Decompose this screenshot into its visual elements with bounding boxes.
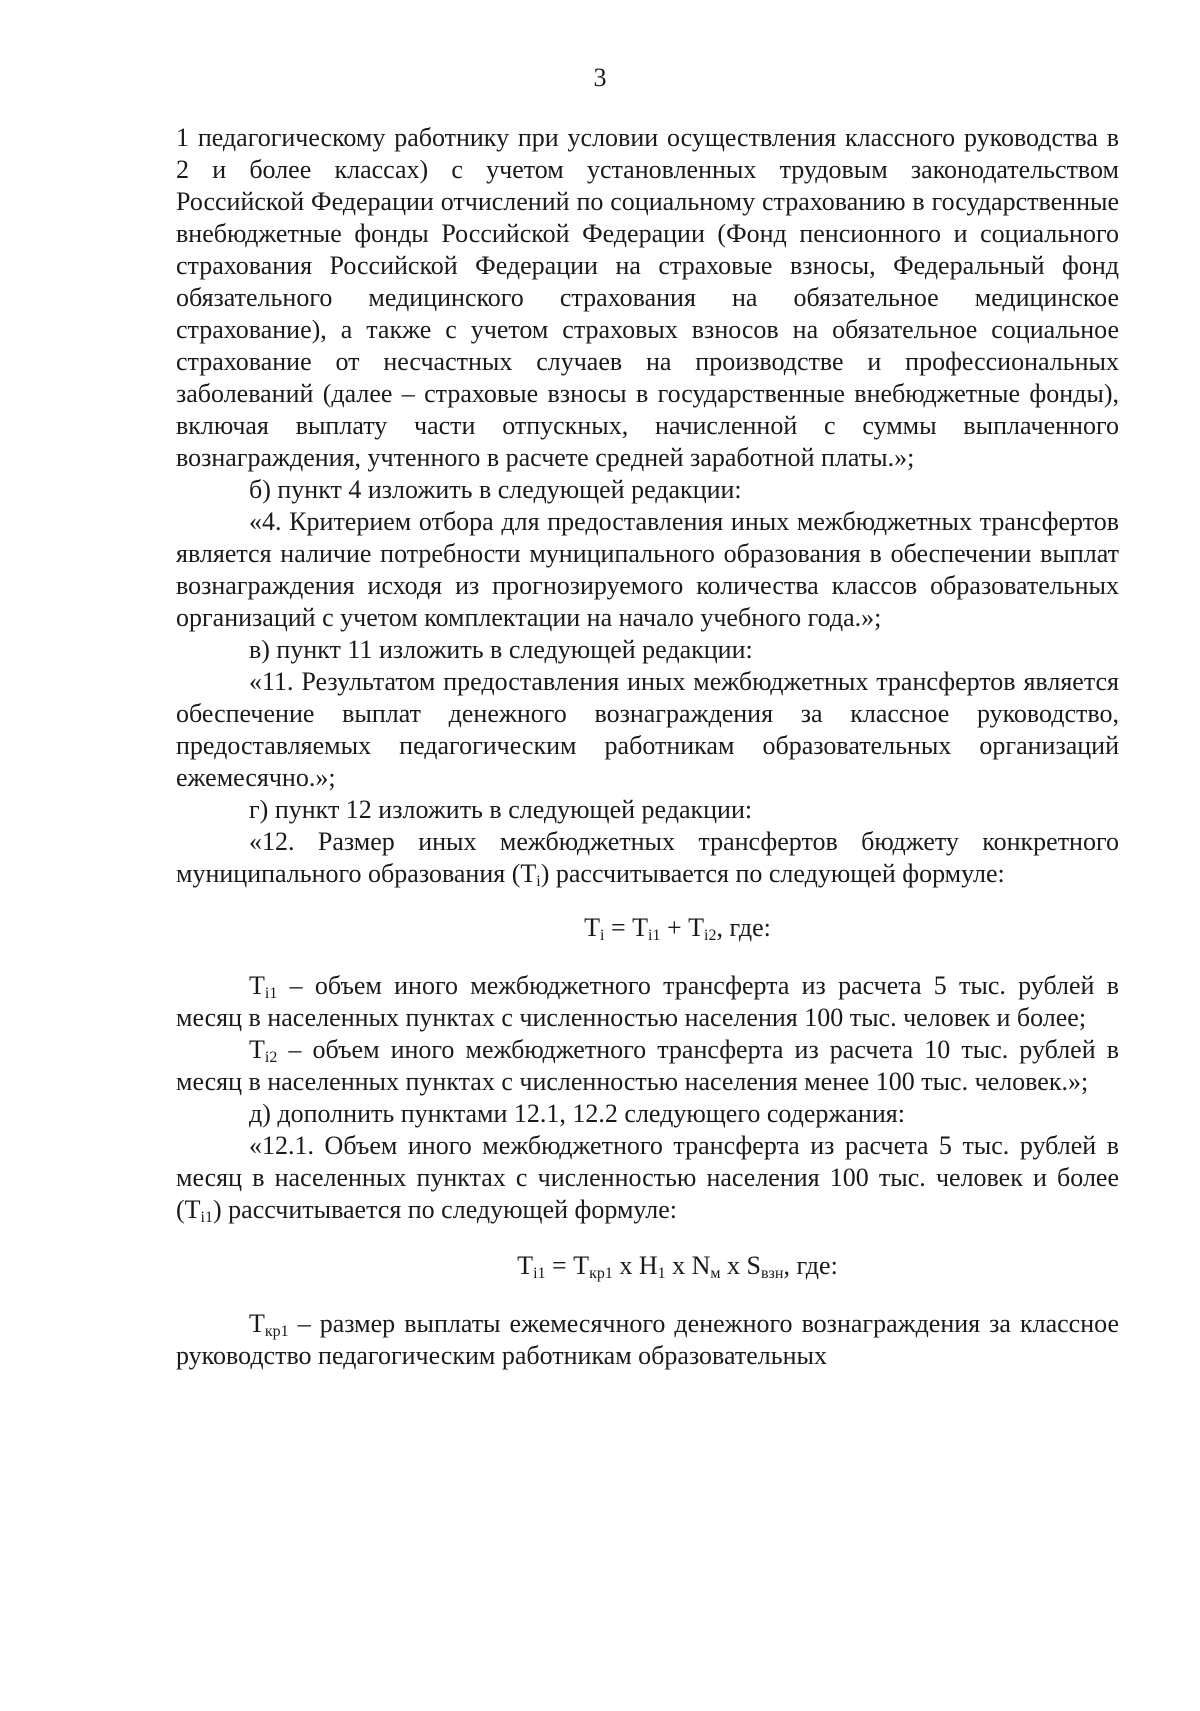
page-number: 3 [593,63,607,92]
paragraph-continuation: 1 педагогическому работнику при условии осуществления классного руководства в 2 и более классах) с учетом установленных трудовым законодательством Российской Федерации отчислений по социальному страхованию в государственные внебюджетные фонды Российской Федерации (Фонд пенсионного и социального страхования Российской Федерации на страховые взносы, Федеральный фонд обязательного медицинского страхования на обязательное медицинское страхование), а также с учетом страховых взносов на обязательное социальное страхование от несчастных случаев на производстве и профессиональных заболеваний (далее – страховые взносы в государственные внебюджетные фонды), включая выплату части отпускных, начисленной с суммы выплаченного вознаграждения, учтенного в расчете средней заработной платы.»; [176,123,1119,472]
definition-ti2: $Т_{i2}$ – объем иного межбюджетного трансферта из расчета 10 тыс. рублей в месяц в населенных пунктах с численностью населения менее 100 тыс. человек.»; [176,1035,1119,1096]
item-g-heading: г) пункт 12 изложить в следующей редакции: [249,795,753,824]
item-b-text: «4. Критерием отбора для предоставления иных межбюджетных трансфертов является наличие потребности муниципального образования в обеспечении выплат вознаграждения исходя из прогнозируемого количества классов образовательных организаций с учетом комплектации на начало учебного года.»; [176,507,1119,632]
definition-ti1: $Т_{i1}$ – объем иного межбюджетного трансферта из расчета 5 тыс. рублей в месяц в населенных пунктах с численностью населения 100 тыс. человек и более; [176,971,1119,1032]
formula-ti1: $Т_{i1} = Т_{кр1}$ x $Н_1$ x $N_м$ x $S_{взн}$, где: [517,1251,838,1282]
formula-ti: $Т_i = Т_{i1} + Т_{i2}$, где: [584,913,771,944]
item-d-heading: д) дополнить пунктами 12.1, 12.2 следующего содержания: [249,1099,905,1128]
item-v-heading: в) пункт 11 изложить в следующей редакции: [249,635,753,664]
item-b-heading: б) пункт 4 изложить в следующей редакции: [249,475,742,504]
document-body [176,122,1119,1372]
item-g-text: «12. Размер иных межбюджетных трансфертов бюджету конкретного муниципального образования $(Т_i)$ рассчитывается по следующей формуле: [176,827,1119,890]
item-d-text: «12.1. Объем иного межбюджетного трансферта из расчета 5 тыс. рублей в месяц в населенных пунктах с численностью населения 100 тыс. человек и более $(Т_{i1})$ рассчитывается по следующей формуле: [176,1131,1119,1226]
item-v-text: «11. Результатом предоставления иных межбюджетных трансфертов является обеспечение выплат денежного вознаграждения за классное руководство, предоставляемых педагогическим работникам образовательных организаций ежемесячно.»; [176,667,1119,792]
definition-tkp1: $Т_{кр1}$ – размер выплаты ежемесячного денежного вознаграждения за классное руководство педагогическим работникам образовательных [176,1309,1119,1370]
